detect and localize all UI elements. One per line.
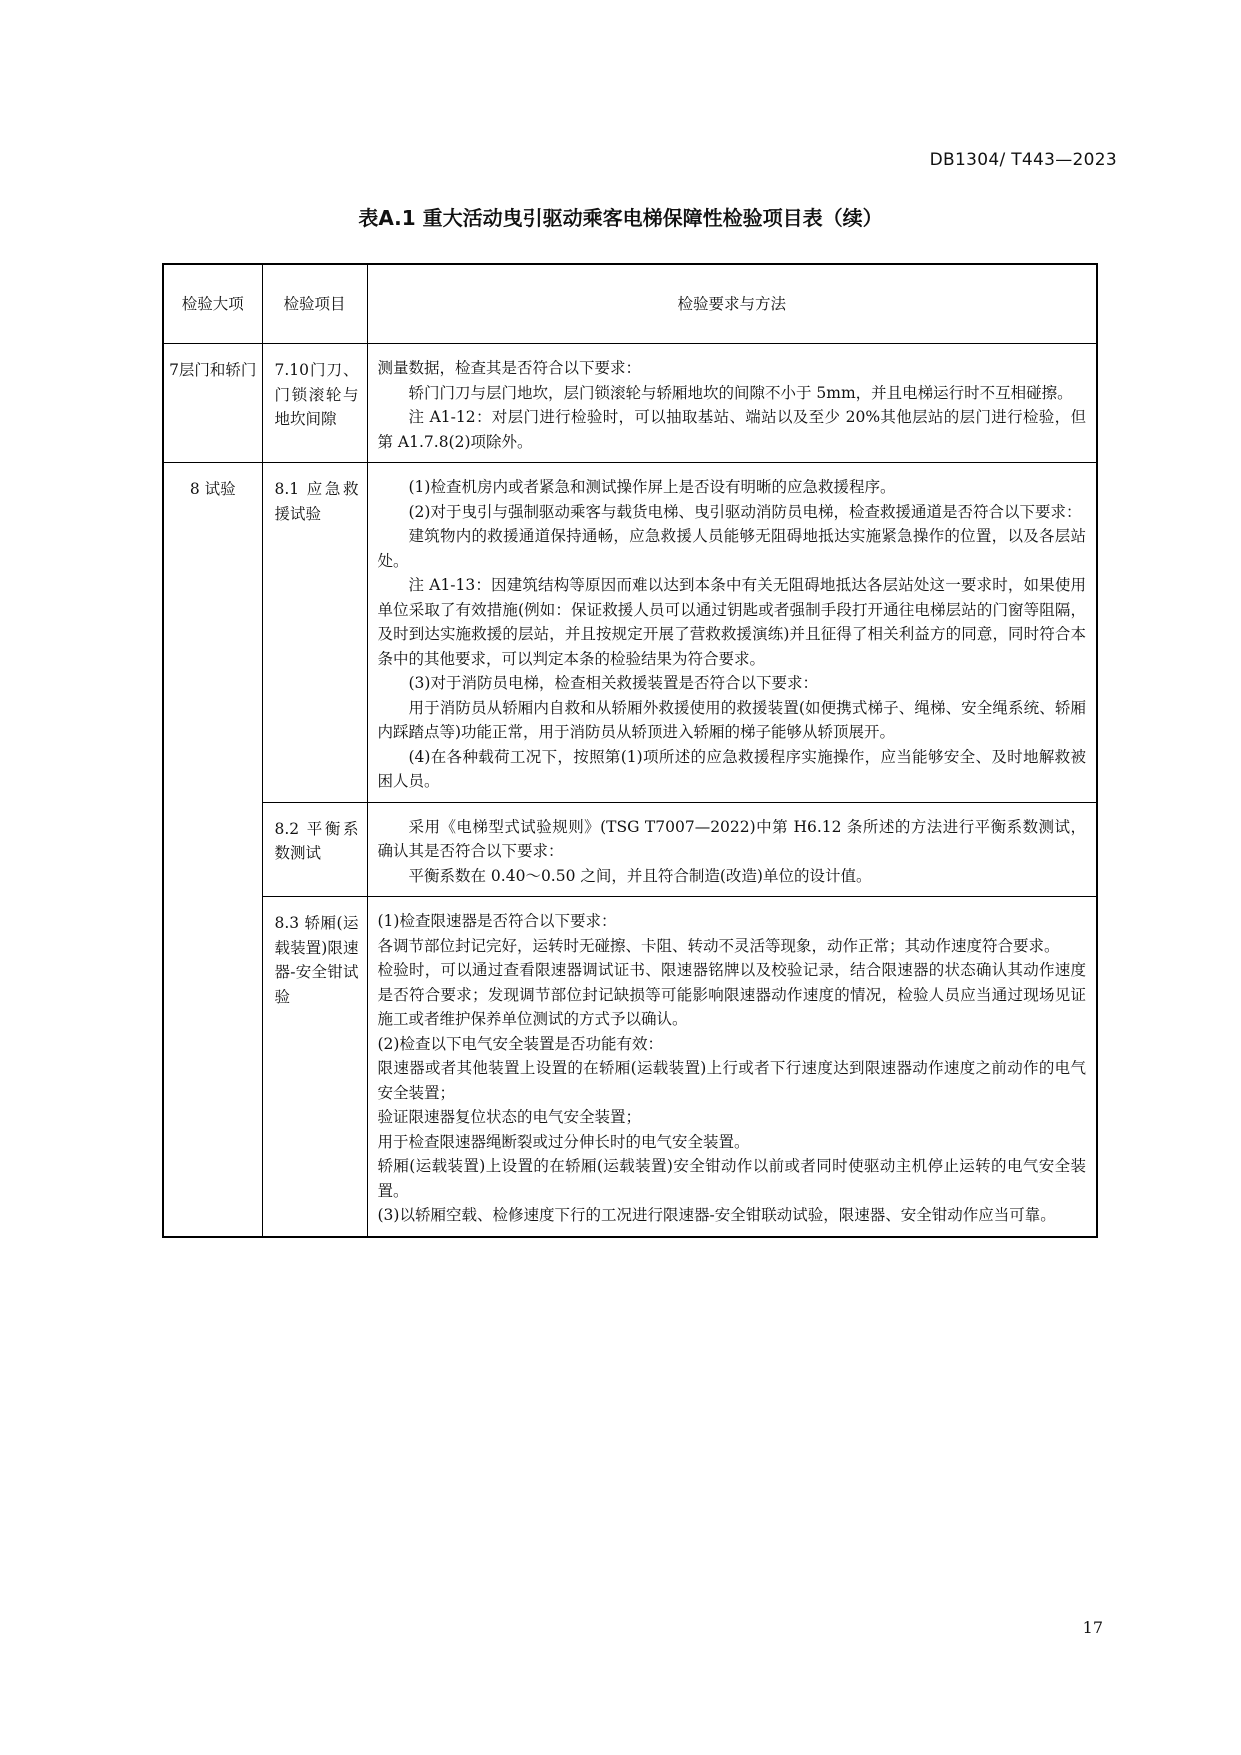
document-code: DB1304/ T443—2023 xyxy=(929,150,1117,170)
requirement-paragraph: 测量数据，检查其是否符合以下要求： xyxy=(377,359,642,377)
row-item: 7.10门刀、门锁滚轮与地坎间隙 xyxy=(262,344,367,463)
requirement-paragraph: 采用《电梯型式试验规则》(TSG T7007—2022)中第 H6.12 条所述的方法进行平衡系数测试，确认其是否符合以下要求： xyxy=(377,817,1086,860)
table-title: 表A.1 重大活动曳引驱动乘客电梯保障性检验项目表（续） xyxy=(358,206,883,230)
requirement-paragraph: 注 A1-12：对层门进行检验时，可以抽取基站、端站以及至少 20%其他层站的层门进行检验，但第 A1.7.8(2)项除外。 xyxy=(377,408,1086,451)
inspection-table xyxy=(162,263,1098,1238)
requirement-paragraph: (3)以轿厢空载、检修速度下行的工况进行限速器-安全钳联动试验，限速器、安全钳动作应当可靠。 xyxy=(377,1206,1056,1224)
requirement-paragraph: 用于检查限速器绳断裂或过分伸长时的电气安全装置。 xyxy=(377,1132,750,1151)
row-requirements xyxy=(367,463,1097,803)
row-requirements xyxy=(367,897,1097,1237)
page-number: 17 xyxy=(1082,1618,1103,1637)
requirement-paragraph: 注 A1-13：因建筑结构等原因而难以达到本条中有关无阻碍地抵达各层站处这一要求时，如果使用单位采取了有效措施(例如：保证救援人员可以通过钥匙或者强制手段打开通往电梯层站的门窗等阻隔，及时到达实施救援的层站，并且按规定开展了营救救援演练)并且征得了相关利益方的同意，同时符合本条中的其他要求，可以判定本条的检验结果为符合要求。 xyxy=(377,576,1086,668)
row-category: 8 试验 xyxy=(163,463,262,1237)
requirement-paragraph: (1)检查机房内或者紧急和测试操作屏上是否设有明晰的应急救援程序。 xyxy=(408,478,896,496)
table-row xyxy=(163,463,1097,803)
table-row xyxy=(163,897,1097,1237)
row-requirements xyxy=(367,802,1097,897)
requirement-paragraph: (1)检查限速器是否符合以下要求： xyxy=(377,912,617,930)
header-category: 检验大项 xyxy=(163,264,262,344)
requirement-paragraph: (2)对于曳引与强制驱动乘客与载货电梯、曳引驱动消防员电梯，检查救援通道是否符合以下要求： xyxy=(408,502,1082,521)
header-requirements: 检验要求与方法 xyxy=(367,264,1097,344)
requirement-paragraph: 限速器或者其他装置上设置的在轿厢(运载装置)上行或者下行速度达到限速器动作速度之前动作的电气安全装置； xyxy=(377,1059,1086,1102)
header-item: 检验项目 xyxy=(262,264,367,344)
requirement-paragraph: 平衡系数在 0.40～0.50 之间，并且符合制造(改造)单位的设计值。 xyxy=(408,866,872,885)
requirement-paragraph: 用于消防员从轿厢内自救和从轿厢外救援使用的救援装置(如便携式梯子、绳梯、安全绳系统、轿厢内踩踏点等)功能正常，用于消防员从轿顶进入轿厢的梯子能够从轿顶展开。 xyxy=(377,698,1086,741)
requirement-paragraph: 轿门门刀与层门地坎，层门锁滚轮与轿厢地坎的间隙不小于 5mm，并且电梯运行时不互相碰擦。 xyxy=(408,383,1073,402)
row-requirements xyxy=(367,344,1097,463)
row-item: 8.2 平衡系数测试 xyxy=(262,802,367,897)
requirement-paragraph: 建筑物内的救援通道保持通畅，应急救援人员能够无阻碍地抵达实施紧急操作的位置，以及各层站处。 xyxy=(377,527,1086,570)
requirement-paragraph: 轿厢(运载装置)上设置的在轿厢(运载装置)安全钳动作以前或者同时使驱动主机停止运转的电气安全装置。 xyxy=(377,1157,1086,1200)
table-header-row xyxy=(163,264,1097,344)
requirement-paragraph: (2)检查以下电气安全装置是否功能有效： xyxy=(377,1034,663,1053)
row-category: 7层门和轿门 xyxy=(163,344,262,463)
requirement-paragraph: (3)对于消防员电梯，检查相关救援装置是否符合以下要求： xyxy=(408,674,818,692)
table-row xyxy=(163,802,1097,897)
requirement-paragraph: 各调节部位封记完好，运转时无碰擦、卡阻、转动不灵活等现象，动作正常；其动作速度符合要求。 xyxy=(377,936,1060,955)
row-item: 8.3 轿厢(运载装置)限速器-安全钳试验 xyxy=(262,897,367,1237)
requirement-paragraph: 验证限速器复位状态的电气安全装置； xyxy=(377,1108,642,1126)
row-item: 8.1 应急救援试验 xyxy=(262,463,367,803)
table-row xyxy=(163,344,1097,463)
requirement-paragraph: (4)在各种载荷工况下，按照第(1)项所述的应急救援程序实施操作，应当能够安全、及时地解救被困人员。 xyxy=(377,747,1086,790)
requirement-paragraph: 检验时，可以通过查看限速器调试证书、限速器铭牌以及校验记录，结合限速器的状态确认其动作速度是否符合要求；发现调节部位封记缺损等可能影响限速器动作速度的情况，检验人员应当通过现场见证施工或者维护保养单位测试的方式予以确认。 xyxy=(377,961,1086,1028)
